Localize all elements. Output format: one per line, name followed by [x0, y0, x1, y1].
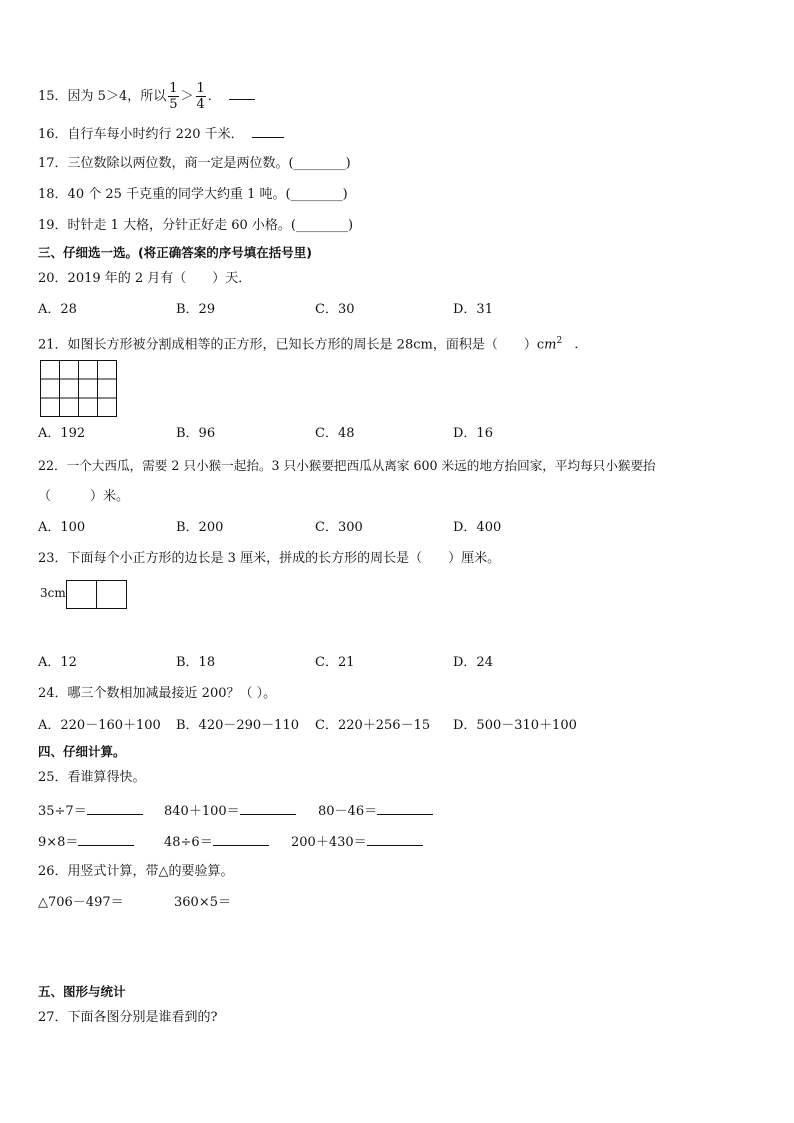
question-22-line-2: （ ）米。 — [38, 489, 130, 504]
option-c[interactable]: C．220＋256－15 — [315, 718, 431, 733]
answer-blank[interactable] — [240, 801, 296, 815]
question-20: 20．2019 年的 2 月有（ ）天． — [38, 271, 252, 286]
question-22-line-1: 22．一个大西瓜，需要 2 只小猴一起抬。3 只小猴要把西瓜从离家 600 米远的地方抬回家，平均每只小猴要抬 — [38, 458, 656, 473]
section-5-heading: 五、图形与统计 — [38, 984, 126, 999]
q15-text: 15．因为 5＞4，所以 — [38, 89, 167, 104]
fraction-one-fifth: $\frac{1}{5}$ — [169, 81, 178, 112]
side-length-label: 3cm — [40, 586, 66, 600]
question-23: 23．下面每个小正方形的边长是 3 厘米，拼成的长方形的周长是（ ）厘米。 — [38, 551, 501, 566]
q15-tail: ． — [207, 89, 221, 104]
calc-item: 9×8＝ — [38, 832, 134, 852]
answer-blank[interactable] — [87, 801, 143, 815]
option-b[interactable]: B．18 — [176, 655, 216, 670]
option-c[interactable]: C．21 — [315, 655, 355, 670]
question-25: 25．看谁算得快。 — [38, 770, 146, 785]
two-square-figure — [38, 580, 130, 610]
q20-options — [38, 301, 638, 319]
answer-blank[interactable] — [229, 86, 255, 100]
vertical-calc-item: 360×5＝ — [174, 895, 231, 910]
question-18: 18．40 个 25 千克重的同学大约重 1 吨。(________) — [38, 187, 348, 202]
section-4-heading: 四、仔细计算。 — [38, 744, 126, 759]
calc-item: 35÷7＝ — [38, 801, 143, 821]
calc-item: 80－46＝ — [318, 801, 433, 821]
greater-than-sign: ＞ — [180, 89, 194, 104]
answer-blank[interactable] — [367, 832, 423, 846]
q22-options — [38, 519, 638, 537]
option-a[interactable]: A．12 — [38, 655, 77, 670]
option-c[interactable]: C．30 — [315, 302, 355, 317]
two-squares — [66, 580, 128, 610]
unit-exponent: 2 — [556, 336, 563, 346]
answer-blank[interactable] — [213, 832, 269, 846]
q21-tail: ． — [574, 337, 588, 353]
section-3-heading: 三、仔细选一选。(将正确答案的序号填在括号里) — [38, 245, 312, 260]
question-15 — [38, 80, 255, 114]
option-a[interactable]: A．100 — [38, 520, 86, 535]
q21-options — [38, 425, 638, 443]
answer-blank[interactable] — [78, 832, 134, 846]
option-d[interactable]: D．31 — [453, 302, 493, 317]
question-21 — [38, 332, 587, 354]
q24-options — [38, 717, 638, 735]
answer-blank[interactable] — [377, 801, 433, 815]
calc-item: 48÷6＝ — [164, 832, 269, 852]
option-b[interactable]: B．420－290－110 — [176, 718, 299, 733]
q16-text: 16．自行车每小时约行 220 千米． — [38, 127, 244, 142]
option-b[interactable]: B．200 — [176, 520, 224, 535]
option-a[interactable]: A．28 — [38, 302, 77, 317]
option-c[interactable]: C．48 — [315, 426, 355, 441]
option-a[interactable]: A．192 — [38, 426, 86, 441]
option-d[interactable]: D．24 — [453, 655, 493, 670]
option-b[interactable]: B．96 — [176, 426, 216, 441]
vertical-calc-item: △706－497＝ — [38, 895, 124, 910]
q21-text: 21．如图长方形被分割成相等的正方形，已知长方形的周长是 28cm，面积是（ ）c — [38, 337, 545, 353]
option-d[interactable]: D．500－310＋100 — [453, 718, 577, 733]
question-24: 24．哪三个数相加减最接近 200？（ ）。 — [38, 686, 277, 701]
question-16 — [38, 124, 284, 144]
question-17: 17．三位数除以两位数，商一定是两位数。(________) — [38, 156, 351, 171]
rectangle-grid-figure — [40, 360, 118, 418]
option-a[interactable]: A．220－160＋100 — [38, 718, 161, 733]
answer-blank[interactable] — [252, 124, 284, 138]
question-19: 19．时针走 1 大格，分针正好走 60 小格。(________) — [38, 218, 354, 233]
option-d[interactable]: D．16 — [453, 426, 493, 441]
fraction-one-fourth: $\frac{1}{4}$ — [196, 81, 205, 112]
calc-item: 840＋100＝ — [164, 801, 296, 821]
question-27: 27．下面各图分别是谁看到的? — [38, 1010, 218, 1025]
option-d[interactable]: D．400 — [453, 520, 502, 535]
unit-m: m — [544, 337, 557, 353]
option-b[interactable]: B．29 — [176, 302, 216, 317]
calc-item: 200＋430＝ — [291, 832, 423, 852]
option-c[interactable]: C．300 — [315, 520, 363, 535]
q23-options — [38, 654, 638, 672]
question-26: 26．用竖式计算，带△的要验算。 — [38, 864, 234, 879]
